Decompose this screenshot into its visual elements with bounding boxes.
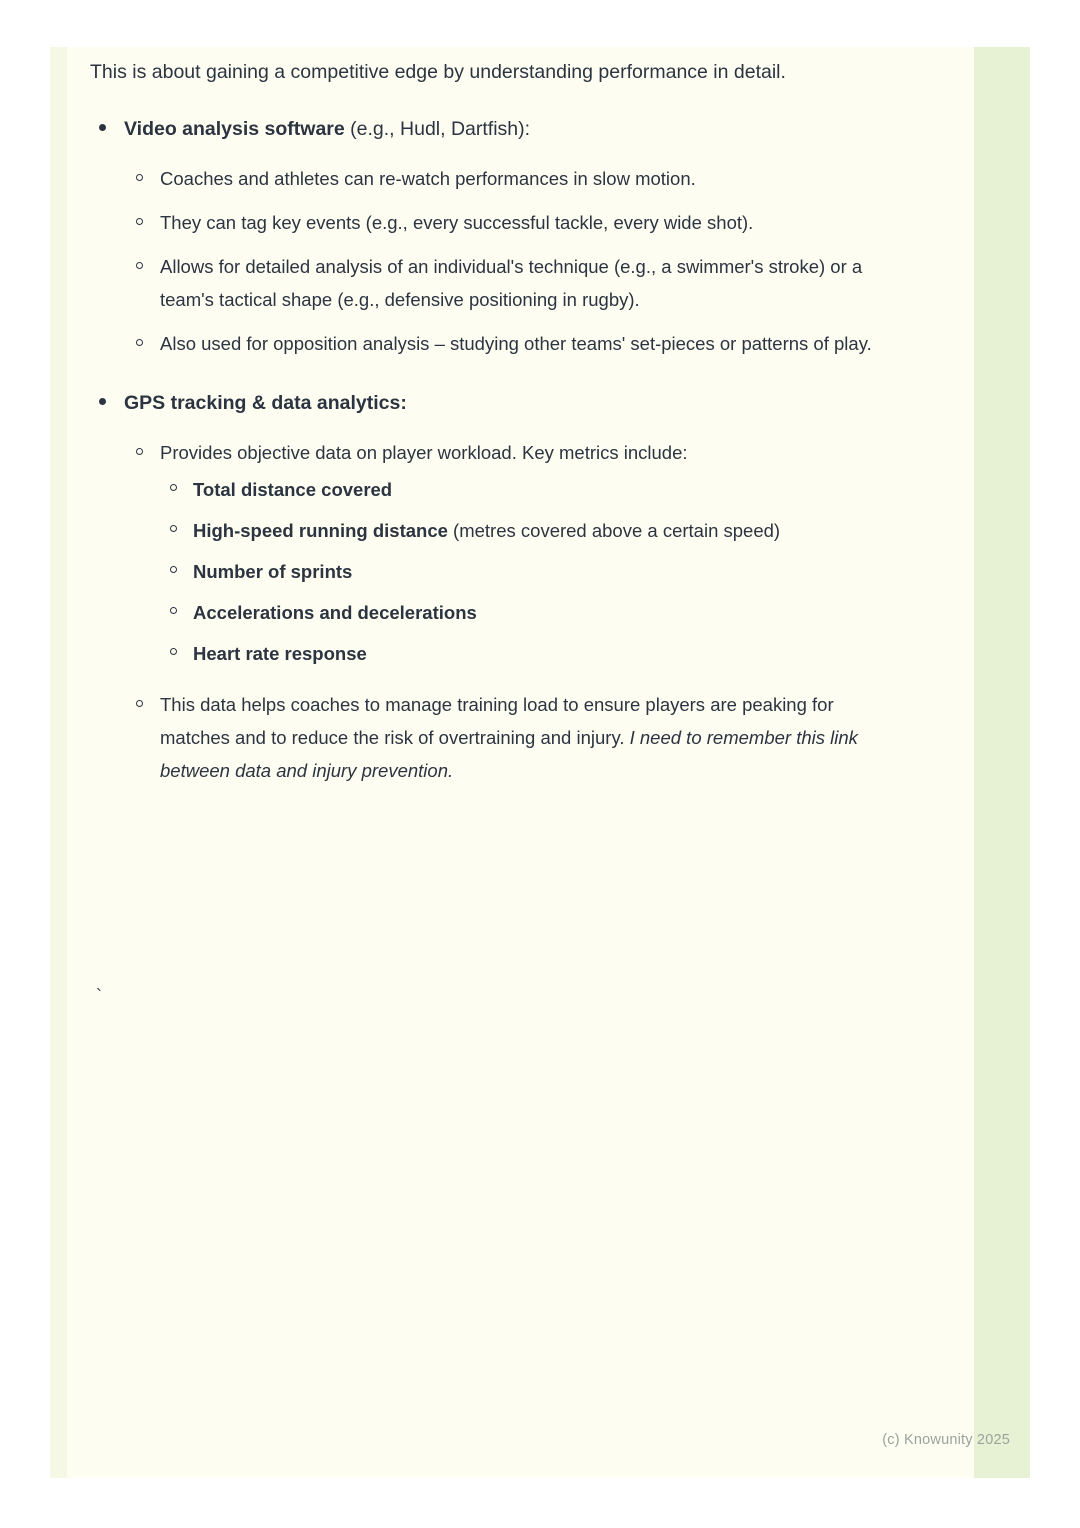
gps-points (124, 436, 890, 787)
circle-bullet-icon (170, 648, 177, 655)
list-item (124, 250, 890, 316)
circle-bullet-icon (136, 339, 143, 346)
topic-list (90, 112, 890, 787)
circle-bullet-icon (136, 174, 143, 181)
stray-backtick-mark: ` (96, 986, 102, 1006)
circle-bullet-icon (136, 448, 143, 455)
list-item (160, 596, 890, 629)
point-text: They can tag key events (e.g., every successful tackle, every wide shot). (160, 212, 754, 233)
circle-bullet-icon (170, 525, 177, 532)
point-text (160, 688, 890, 787)
circle-bullet-icon (170, 607, 177, 614)
metric-label: Accelerations and decelerations (193, 602, 477, 623)
point-text: Allows for detailed analysis of an individual's technique (e.g., a swimmer's stroke) or a team's tactical shape (e.g., defensive positioning in rugby). (160, 256, 863, 310)
metric-label: Total distance covered (193, 479, 393, 500)
list-item (160, 555, 890, 588)
list-item (160, 637, 890, 670)
metric-detail: (metres covered above a certain speed) (447, 520, 781, 541)
section-heading (124, 112, 890, 146)
document-page (50, 47, 1030, 1478)
section-heading (124, 386, 890, 420)
metric-item (193, 473, 890, 506)
gps-metrics-list (160, 473, 890, 670)
metric-item (193, 555, 890, 588)
point-text: Provides objective data on player workload. Key metrics include: (160, 442, 688, 463)
list-item (124, 688, 890, 787)
list-item (124, 436, 890, 670)
list-item (90, 386, 890, 787)
disc-bullet-icon (99, 398, 106, 405)
metric-label: Number of sprints (193, 561, 353, 582)
metric-item (193, 596, 890, 629)
circle-bullet-icon (136, 700, 143, 707)
list-item (124, 206, 890, 239)
left-margin-strip (50, 47, 67, 1478)
metric-item (193, 637, 890, 670)
list-item (124, 162, 890, 195)
intro-paragraph: This is about gaining a competitive edge by understanding performance in detail. (90, 61, 786, 83)
metric-label: Heart rate response (193, 643, 367, 664)
metric-label: High-speed running distance (193, 520, 448, 541)
document-content (90, 47, 890, 798)
point-text: Also used for opposition analysis – studying other teams' set-pieces or patterns of play. (160, 333, 872, 354)
video-analysis-points (124, 162, 890, 360)
circle-bullet-icon (136, 218, 143, 225)
point-text: Coaches and athletes can re-watch performances in slow motion. (160, 168, 696, 189)
section-heading-rest: (e.g., Hudl, Dartfish): (344, 118, 531, 140)
list-item (160, 514, 890, 547)
list-item (160, 473, 890, 506)
circle-bullet-icon (170, 566, 177, 573)
list-item (90, 112, 890, 360)
right-margin-strip (974, 47, 1030, 1478)
section-heading-bold: GPS tracking & data analytics: (124, 392, 407, 414)
circle-bullet-icon (136, 262, 143, 269)
section-heading-bold: Video analysis software (124, 118, 345, 140)
circle-bullet-icon (170, 484, 177, 491)
metric-item (193, 514, 890, 547)
personal-note: I need to remember this link between data and injury prevention. (160, 727, 858, 781)
disc-bullet-icon (99, 124, 106, 131)
point-text-main: This data helps coaches to manage training load to ensure players are peaking for matches and to reduce the risk of overtraining and injury. (160, 694, 834, 748)
footer-credit: (c) Knowunity 2025 (882, 1432, 1010, 1448)
list-item (124, 327, 890, 360)
